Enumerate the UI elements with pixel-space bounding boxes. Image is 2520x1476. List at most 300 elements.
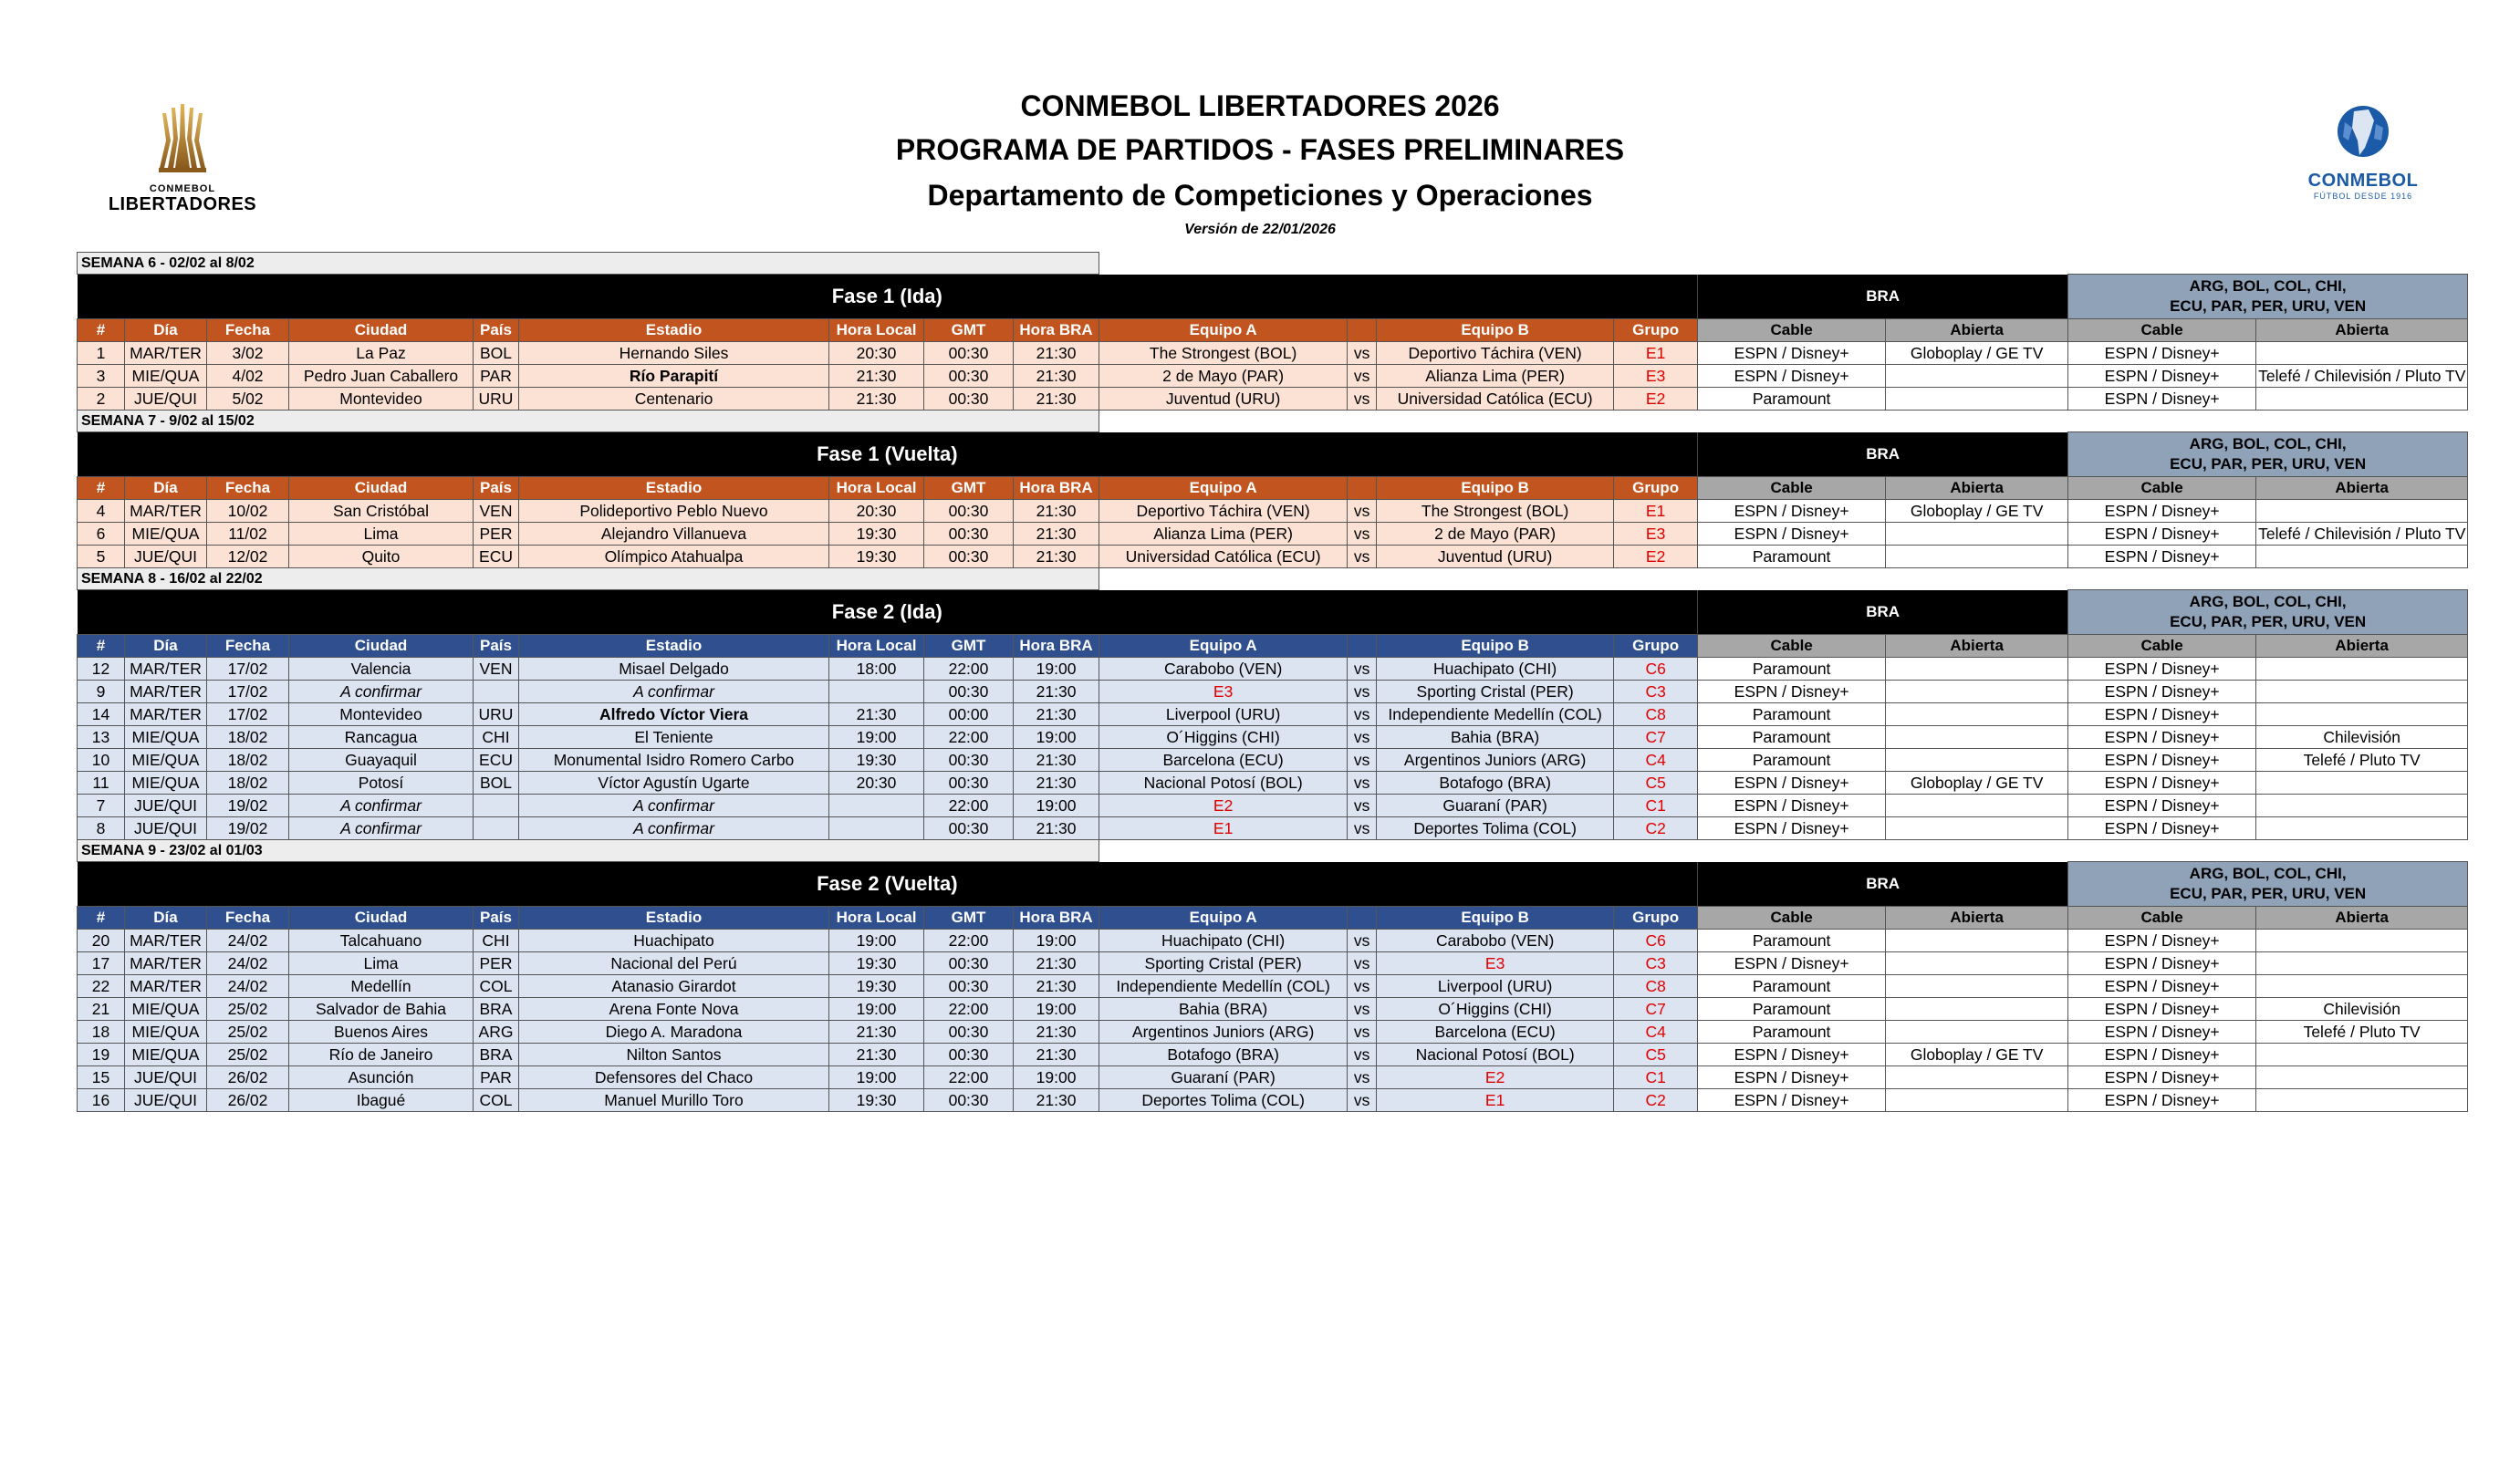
match-cell: Centenario <box>519 388 829 411</box>
match-cell: C2 <box>1614 817 1698 840</box>
match-cell: 18/02 <box>207 772 289 795</box>
match-cell: 00:30 <box>924 500 1014 523</box>
match-cell: E2 <box>1377 1066 1614 1089</box>
phase-band-row <box>78 432 2468 477</box>
match-cell: C6 <box>1614 658 1698 681</box>
match-cell <box>2256 795 2468 817</box>
column-header: Abierta <box>2256 907 2468 930</box>
match-cell: 00:30 <box>924 1089 1014 1112</box>
match-cell: Deportivo Táchira (VEN) <box>1099 500 1348 523</box>
match-cell: MAR/TER <box>125 975 207 998</box>
match-cell: Montevideo <box>289 388 474 411</box>
arg-header-line1: ARG, BOL, COL, CHI, <box>2189 435 2347 452</box>
match-cell: ECU <box>474 546 519 568</box>
match-cell: URU <box>474 388 519 411</box>
column-header: Abierta <box>1886 907 2068 930</box>
match-cell: Víctor Agustín Ugarte <box>519 772 829 795</box>
match-cell: vs <box>1348 772 1377 795</box>
match-cell: 11 <box>78 772 125 795</box>
match-cell <box>1886 749 2068 772</box>
match-cell: 21:30 <box>1014 772 1099 795</box>
match-row <box>78 975 2468 998</box>
match-cell: PAR <box>474 365 519 388</box>
match-cell: Guaraní (PAR) <box>1377 795 1614 817</box>
match-cell: BRA <box>474 998 519 1021</box>
match-cell: ESPN / Disney+ <box>2068 703 2256 726</box>
match-cell: Paramount <box>1698 975 1886 998</box>
match-cell: 21:30 <box>829 365 924 388</box>
match-cell: JUE/QUI <box>125 817 207 840</box>
column-header: Cable <box>1698 907 1886 930</box>
match-cell: E3 <box>1099 681 1348 703</box>
match-cell: ESPN / Disney+ <box>2068 795 2256 817</box>
match-cell: MIE/QUA <box>125 772 207 795</box>
match-cell: Ibagué <box>289 1089 474 1112</box>
match-cell: COL <box>474 1089 519 1112</box>
match-cell: PER <box>474 952 519 975</box>
match-cell: 19:00 <box>829 930 924 952</box>
match-cell: 19:00 <box>829 726 924 749</box>
match-cell: 00:30 <box>924 772 1014 795</box>
match-cell: 21 <box>78 998 125 1021</box>
match-cell: 19/02 <box>207 817 289 840</box>
match-cell: 4/02 <box>207 365 289 388</box>
match-cell: Olímpico Atahualpa <box>519 546 829 568</box>
match-cell: O´Higgins (CHI) <box>1099 726 1348 749</box>
match-cell: ESPN / Disney+ <box>2068 681 2256 703</box>
match-cell: JUE/QUI <box>125 546 207 568</box>
match-row <box>78 930 2468 952</box>
column-header: Día <box>125 907 207 930</box>
column-header: Hora Local <box>829 635 924 658</box>
match-cell: ESPN / Disney+ <box>1698 365 1886 388</box>
column-header: Estadio <box>519 319 829 342</box>
match-cell: 10 <box>78 749 125 772</box>
match-cell: Paramount <box>1698 703 1886 726</box>
match-cell: vs <box>1348 523 1377 546</box>
column-header <box>1348 319 1377 342</box>
match-cell: Chilevisión <box>2256 998 2468 1021</box>
match-cell: 21:30 <box>1014 681 1099 703</box>
match-cell: vs <box>1348 658 1377 681</box>
match-cell: 22 <box>78 975 125 998</box>
match-row <box>78 703 2468 726</box>
match-cell: Paramount <box>1698 930 1886 952</box>
match-cell: vs <box>1348 1089 1377 1112</box>
match-cell: 21:30 <box>1014 1089 1099 1112</box>
match-cell: 19:30 <box>829 952 924 975</box>
match-cell: Carabobo (VEN) <box>1099 658 1348 681</box>
match-cell: C4 <box>1614 1021 1698 1044</box>
column-header: GMT <box>924 907 1014 930</box>
match-cell: C1 <box>1614 795 1698 817</box>
match-cell: ESPN / Disney+ <box>2068 952 2256 975</box>
match-cell: 26/02 <box>207 1089 289 1112</box>
column-header: Equipo B <box>1377 319 1614 342</box>
match-cell: 2 de Mayo (PAR) <box>1377 523 1614 546</box>
column-header: Equipo B <box>1377 477 1614 500</box>
match-cell: 24/02 <box>207 930 289 952</box>
column-header: Estadio <box>519 635 829 658</box>
match-cell: 21:30 <box>1014 975 1099 998</box>
match-row <box>78 726 2468 749</box>
match-cell: Argentinos Juniors (ARG) <box>1377 749 1614 772</box>
week-row <box>78 568 2468 590</box>
column-header: Fecha <box>207 477 289 500</box>
match-cell: Globoplay / GE TV <box>1886 1044 2068 1066</box>
match-cell: Telefé / Pluto TV <box>2256 749 2468 772</box>
match-cell: E2 <box>1099 795 1348 817</box>
match-cell <box>2256 388 2468 411</box>
match-cell <box>2256 342 2468 365</box>
match-cell: 19 <box>78 1044 125 1066</box>
match-cell: ESPN / Disney+ <box>1698 795 1886 817</box>
match-cell <box>474 817 519 840</box>
match-cell: 17/02 <box>207 658 289 681</box>
match-cell: Buenos Aires <box>289 1021 474 1044</box>
column-header: Grupo <box>1614 319 1698 342</box>
match-cell: MAR/TER <box>125 500 207 523</box>
match-cell: Lima <box>289 952 474 975</box>
match-cell: 25/02 <box>207 998 289 1021</box>
column-header: Cable <box>2068 477 2256 500</box>
match-cell: 3/02 <box>207 342 289 365</box>
match-cell: 19:30 <box>829 523 924 546</box>
match-cell: Bahia (BRA) <box>1099 998 1348 1021</box>
match-cell: 20:30 <box>829 500 924 523</box>
match-cell: Medellín <box>289 975 474 998</box>
match-row <box>78 1021 2468 1044</box>
phase-title: Fase 2 (Vuelta) <box>78 862 1698 907</box>
column-header: País <box>474 477 519 500</box>
match-cell <box>2256 546 2468 568</box>
match-cell: 21:30 <box>829 703 924 726</box>
match-cell <box>1886 817 2068 840</box>
match-cell <box>1886 703 2068 726</box>
column-header: GMT <box>924 635 1014 658</box>
match-cell: 22:00 <box>924 726 1014 749</box>
match-cell: 10/02 <box>207 500 289 523</box>
match-cell: ESPN / Disney+ <box>1698 500 1886 523</box>
match-cell: C7 <box>1614 726 1698 749</box>
match-cell: 17/02 <box>207 703 289 726</box>
match-cell: Paramount <box>1698 388 1886 411</box>
match-cell: MAR/TER <box>125 681 207 703</box>
match-cell: 4 <box>78 500 125 523</box>
match-cell: Atanasio Girardot <box>519 975 829 998</box>
conmebol-logo <box>2281 100 2445 219</box>
column-header: Hora BRA <box>1014 907 1099 930</box>
match-cell <box>1886 726 2068 749</box>
match-cell: 18:00 <box>829 658 924 681</box>
match-cell <box>1886 681 2068 703</box>
match-cell: Telefé / Pluto TV <box>2256 1021 2468 1044</box>
match-cell: Alianza Lima (PER) <box>1099 523 1348 546</box>
match-cell: 21:30 <box>1014 500 1099 523</box>
match-cell: 25/02 <box>207 1021 289 1044</box>
column-header: País <box>474 319 519 342</box>
match-cell: A confirmar <box>289 795 474 817</box>
match-cell: C2 <box>1614 1089 1698 1112</box>
match-cell <box>1886 795 2068 817</box>
match-cell: Alfredo Víctor Viera <box>519 703 829 726</box>
arg-header-line2: ECU, PAR, PER, URU, VEN <box>2170 613 2367 630</box>
match-cell: Juventud (URU) <box>1099 388 1348 411</box>
match-cell: VEN <box>474 658 519 681</box>
match-cell <box>2256 1044 2468 1066</box>
match-cell <box>829 795 924 817</box>
match-cell: 21:30 <box>1014 749 1099 772</box>
match-row <box>78 1044 2468 1066</box>
match-row <box>78 1089 2468 1112</box>
match-cell: E3 <box>1377 952 1614 975</box>
match-cell: Paramount <box>1698 749 1886 772</box>
match-cell: vs <box>1348 975 1377 998</box>
match-cell: Alianza Lima (PER) <box>1377 365 1614 388</box>
match-cell: vs <box>1348 703 1377 726</box>
match-cell: 00:30 <box>924 952 1014 975</box>
column-header-row <box>78 635 2468 658</box>
match-cell <box>1886 975 2068 998</box>
column-header-row <box>78 907 2468 930</box>
match-cell: ESPN / Disney+ <box>2068 749 2256 772</box>
match-cell <box>2256 658 2468 681</box>
match-cell: 19:30 <box>829 749 924 772</box>
match-cell: 21:30 <box>1014 703 1099 726</box>
match-cell: Hernando Siles <box>519 342 829 365</box>
column-header: Hora BRA <box>1014 319 1099 342</box>
match-cell: vs <box>1348 1044 1377 1066</box>
match-cell: A confirmar <box>519 817 829 840</box>
match-row <box>78 998 2468 1021</box>
match-cell: 12 <box>78 658 125 681</box>
match-cell: Bahia (BRA) <box>1377 726 1614 749</box>
phase-band-row <box>78 590 2468 635</box>
column-header-row <box>78 477 2468 500</box>
column-header: # <box>78 319 125 342</box>
match-cell: 21:30 <box>829 388 924 411</box>
column-header: Cable <box>2068 907 2256 930</box>
week-label: SEMANA 9 - 23/02 al 01/03 <box>78 840 1099 862</box>
match-cell: MIE/QUA <box>125 1021 207 1044</box>
arg-broadcast-header <box>2068 275 2468 319</box>
column-header: Día <box>125 477 207 500</box>
arg-header-line2: ECU, PAR, PER, URU, VEN <box>2170 455 2367 473</box>
match-cell: 18/02 <box>207 749 289 772</box>
match-cell <box>2256 772 2468 795</box>
column-header: Abierta <box>1886 319 2068 342</box>
match-cell: 21:30 <box>1014 523 1099 546</box>
match-cell: MIE/QUA <box>125 998 207 1021</box>
match-cell: 21:30 <box>1014 546 1099 568</box>
match-cell: Paramount <box>1698 1021 1886 1044</box>
match-schedule-table <box>77 252 2468 1112</box>
match-cell <box>474 795 519 817</box>
match-cell: 2 <box>78 388 125 411</box>
match-cell: 19/02 <box>207 795 289 817</box>
match-cell: Universidad Católica (ECU) <box>1377 388 1614 411</box>
match-cell: Botafogo (BRA) <box>1377 772 1614 795</box>
match-cell <box>2256 930 2468 952</box>
column-header: Equipo B <box>1377 907 1614 930</box>
match-cell: Globoplay / GE TV <box>1886 500 2068 523</box>
match-cell: MIE/QUA <box>125 1044 207 1066</box>
match-cell: Lima <box>289 523 474 546</box>
column-header: # <box>78 635 125 658</box>
match-cell <box>1886 658 2068 681</box>
match-cell: ESPN / Disney+ <box>1698 342 1886 365</box>
match-cell: vs <box>1348 930 1377 952</box>
column-header: Abierta <box>1886 635 2068 658</box>
match-cell: 18 <box>78 1021 125 1044</box>
match-cell: ESPN / Disney+ <box>2068 726 2256 749</box>
conmebol-ball-icon <box>2334 100 2392 164</box>
match-cell: Botafogo (BRA) <box>1099 1044 1348 1066</box>
match-cell: 14 <box>78 703 125 726</box>
match-cell: ESPN / Disney+ <box>2068 500 2256 523</box>
match-cell: vs <box>1348 681 1377 703</box>
match-cell: ESPN / Disney+ <box>1698 772 1886 795</box>
match-cell: 15 <box>78 1066 125 1089</box>
match-cell: VEN <box>474 500 519 523</box>
logo-right-tagline: FÚTBOL DESDE 1916 <box>2313 192 2413 201</box>
match-cell <box>1886 952 2068 975</box>
bra-broadcast-header: BRA <box>1698 275 2068 319</box>
match-cell: C5 <box>1614 1044 1698 1066</box>
logo-left-bottom-text: LIBERTADORES <box>108 194 257 214</box>
match-cell: 11/02 <box>207 523 289 546</box>
match-cell <box>2256 703 2468 726</box>
column-header: Equipo A <box>1099 907 1348 930</box>
column-header: Estadio <box>519 907 829 930</box>
column-header: Grupo <box>1614 477 1698 500</box>
match-cell: ESPN / Disney+ <box>1698 1089 1886 1112</box>
match-cell: JUE/QUI <box>125 1066 207 1089</box>
match-cell: 25/02 <box>207 1044 289 1066</box>
match-cell: Globoplay / GE TV <box>1886 772 2068 795</box>
match-cell: ESPN / Disney+ <box>2068 342 2256 365</box>
match-cell: Paramount <box>1698 658 1886 681</box>
column-header: País <box>474 907 519 930</box>
column-header: Hora BRA <box>1014 635 1099 658</box>
match-cell: ESPN / Disney+ <box>2068 930 2256 952</box>
column-header: Abierta <box>1886 477 2068 500</box>
match-cell: ESPN / Disney+ <box>2068 817 2256 840</box>
match-cell: BRA <box>474 1044 519 1066</box>
match-cell: E1 <box>1614 342 1698 365</box>
column-header: Equipo A <box>1099 477 1348 500</box>
match-cell: Globoplay / GE TV <box>1886 342 2068 365</box>
phase-band-row <box>78 862 2468 907</box>
match-cell: Misael Delgado <box>519 658 829 681</box>
match-cell <box>1886 930 2068 952</box>
match-cell: ESPN / Disney+ <box>2068 1044 2256 1066</box>
column-header: Hora Local <box>829 477 924 500</box>
phase-band-row <box>78 275 2468 319</box>
match-cell: 00:00 <box>924 703 1014 726</box>
match-cell: E1 <box>1377 1089 1614 1112</box>
match-cell: 21:30 <box>1014 1044 1099 1066</box>
match-cell: PER <box>474 523 519 546</box>
arg-header-line2: ECU, PAR, PER, URU, VEN <box>2170 885 2367 902</box>
column-header: Abierta <box>2256 477 2468 500</box>
match-cell: A confirmar <box>289 817 474 840</box>
match-cell: Río de Janeiro <box>289 1044 474 1066</box>
match-cell <box>2256 817 2468 840</box>
arg-header-line1: ARG, BOL, COL, CHI, <box>2189 593 2347 610</box>
match-cell: 21:30 <box>1014 365 1099 388</box>
week-spacer <box>1099 411 2468 432</box>
match-cell: Paramount <box>1698 726 1886 749</box>
match-cell: C3 <box>1614 681 1698 703</box>
match-cell <box>474 681 519 703</box>
column-header: País <box>474 635 519 658</box>
match-cell: ESPN / Disney+ <box>1698 1044 1886 1066</box>
match-row <box>78 500 2468 523</box>
page-subtitle: PROGRAMA DE PARTIDOS - FASES PRELIMINARES <box>895 133 1625 166</box>
column-header: # <box>78 907 125 930</box>
match-cell: MIE/QUA <box>125 365 207 388</box>
match-cell: E2 <box>1614 546 1698 568</box>
match-cell: Asunción <box>289 1066 474 1089</box>
match-cell: Chilevisión <box>2256 726 2468 749</box>
match-cell: URU <box>474 703 519 726</box>
match-cell: E3 <box>1614 523 1698 546</box>
week-row <box>78 253 2468 275</box>
column-header: Día <box>125 319 207 342</box>
match-row <box>78 388 2468 411</box>
column-header: Cable <box>1698 319 1886 342</box>
column-header: # <box>78 477 125 500</box>
match-cell: 19:00 <box>1014 795 1099 817</box>
match-cell: 19:00 <box>1014 726 1099 749</box>
match-cell: 1 <box>78 342 125 365</box>
column-header: Equipo B <box>1377 635 1614 658</box>
match-cell: 24/02 <box>207 952 289 975</box>
match-row <box>78 817 2468 840</box>
match-cell: 19:00 <box>1014 930 1099 952</box>
match-cell: 6 <box>78 523 125 546</box>
match-cell: Arena Fonte Nova <box>519 998 829 1021</box>
match-cell: Pedro Juan Caballero <box>289 365 474 388</box>
match-row <box>78 546 2468 568</box>
column-header: GMT <box>924 319 1014 342</box>
column-header: Fecha <box>207 907 289 930</box>
libertadores-logo <box>91 100 274 228</box>
column-header: Hora Local <box>829 319 924 342</box>
column-header: Cable <box>1698 477 1886 500</box>
match-cell: COL <box>474 975 519 998</box>
match-cell: C4 <box>1614 749 1698 772</box>
week-row <box>78 411 2468 432</box>
bra-broadcast-header: BRA <box>1698 432 2068 477</box>
match-cell: 22:00 <box>924 795 1014 817</box>
column-header: Hora Local <box>829 907 924 930</box>
column-header: Cable <box>1698 635 1886 658</box>
match-cell: A confirmar <box>289 681 474 703</box>
column-header: Equipo A <box>1099 319 1348 342</box>
match-cell: Nacional Potosí (BOL) <box>1099 772 1348 795</box>
match-cell: 00:30 <box>924 365 1014 388</box>
match-row <box>78 952 2468 975</box>
column-header: Grupo <box>1614 907 1698 930</box>
match-cell: 21:30 <box>1014 817 1099 840</box>
match-cell: vs <box>1348 795 1377 817</box>
match-cell: Barcelona (ECU) <box>1099 749 1348 772</box>
match-cell: vs <box>1348 749 1377 772</box>
match-cell: Huachipato <box>519 930 829 952</box>
match-cell: 00:30 <box>924 681 1014 703</box>
